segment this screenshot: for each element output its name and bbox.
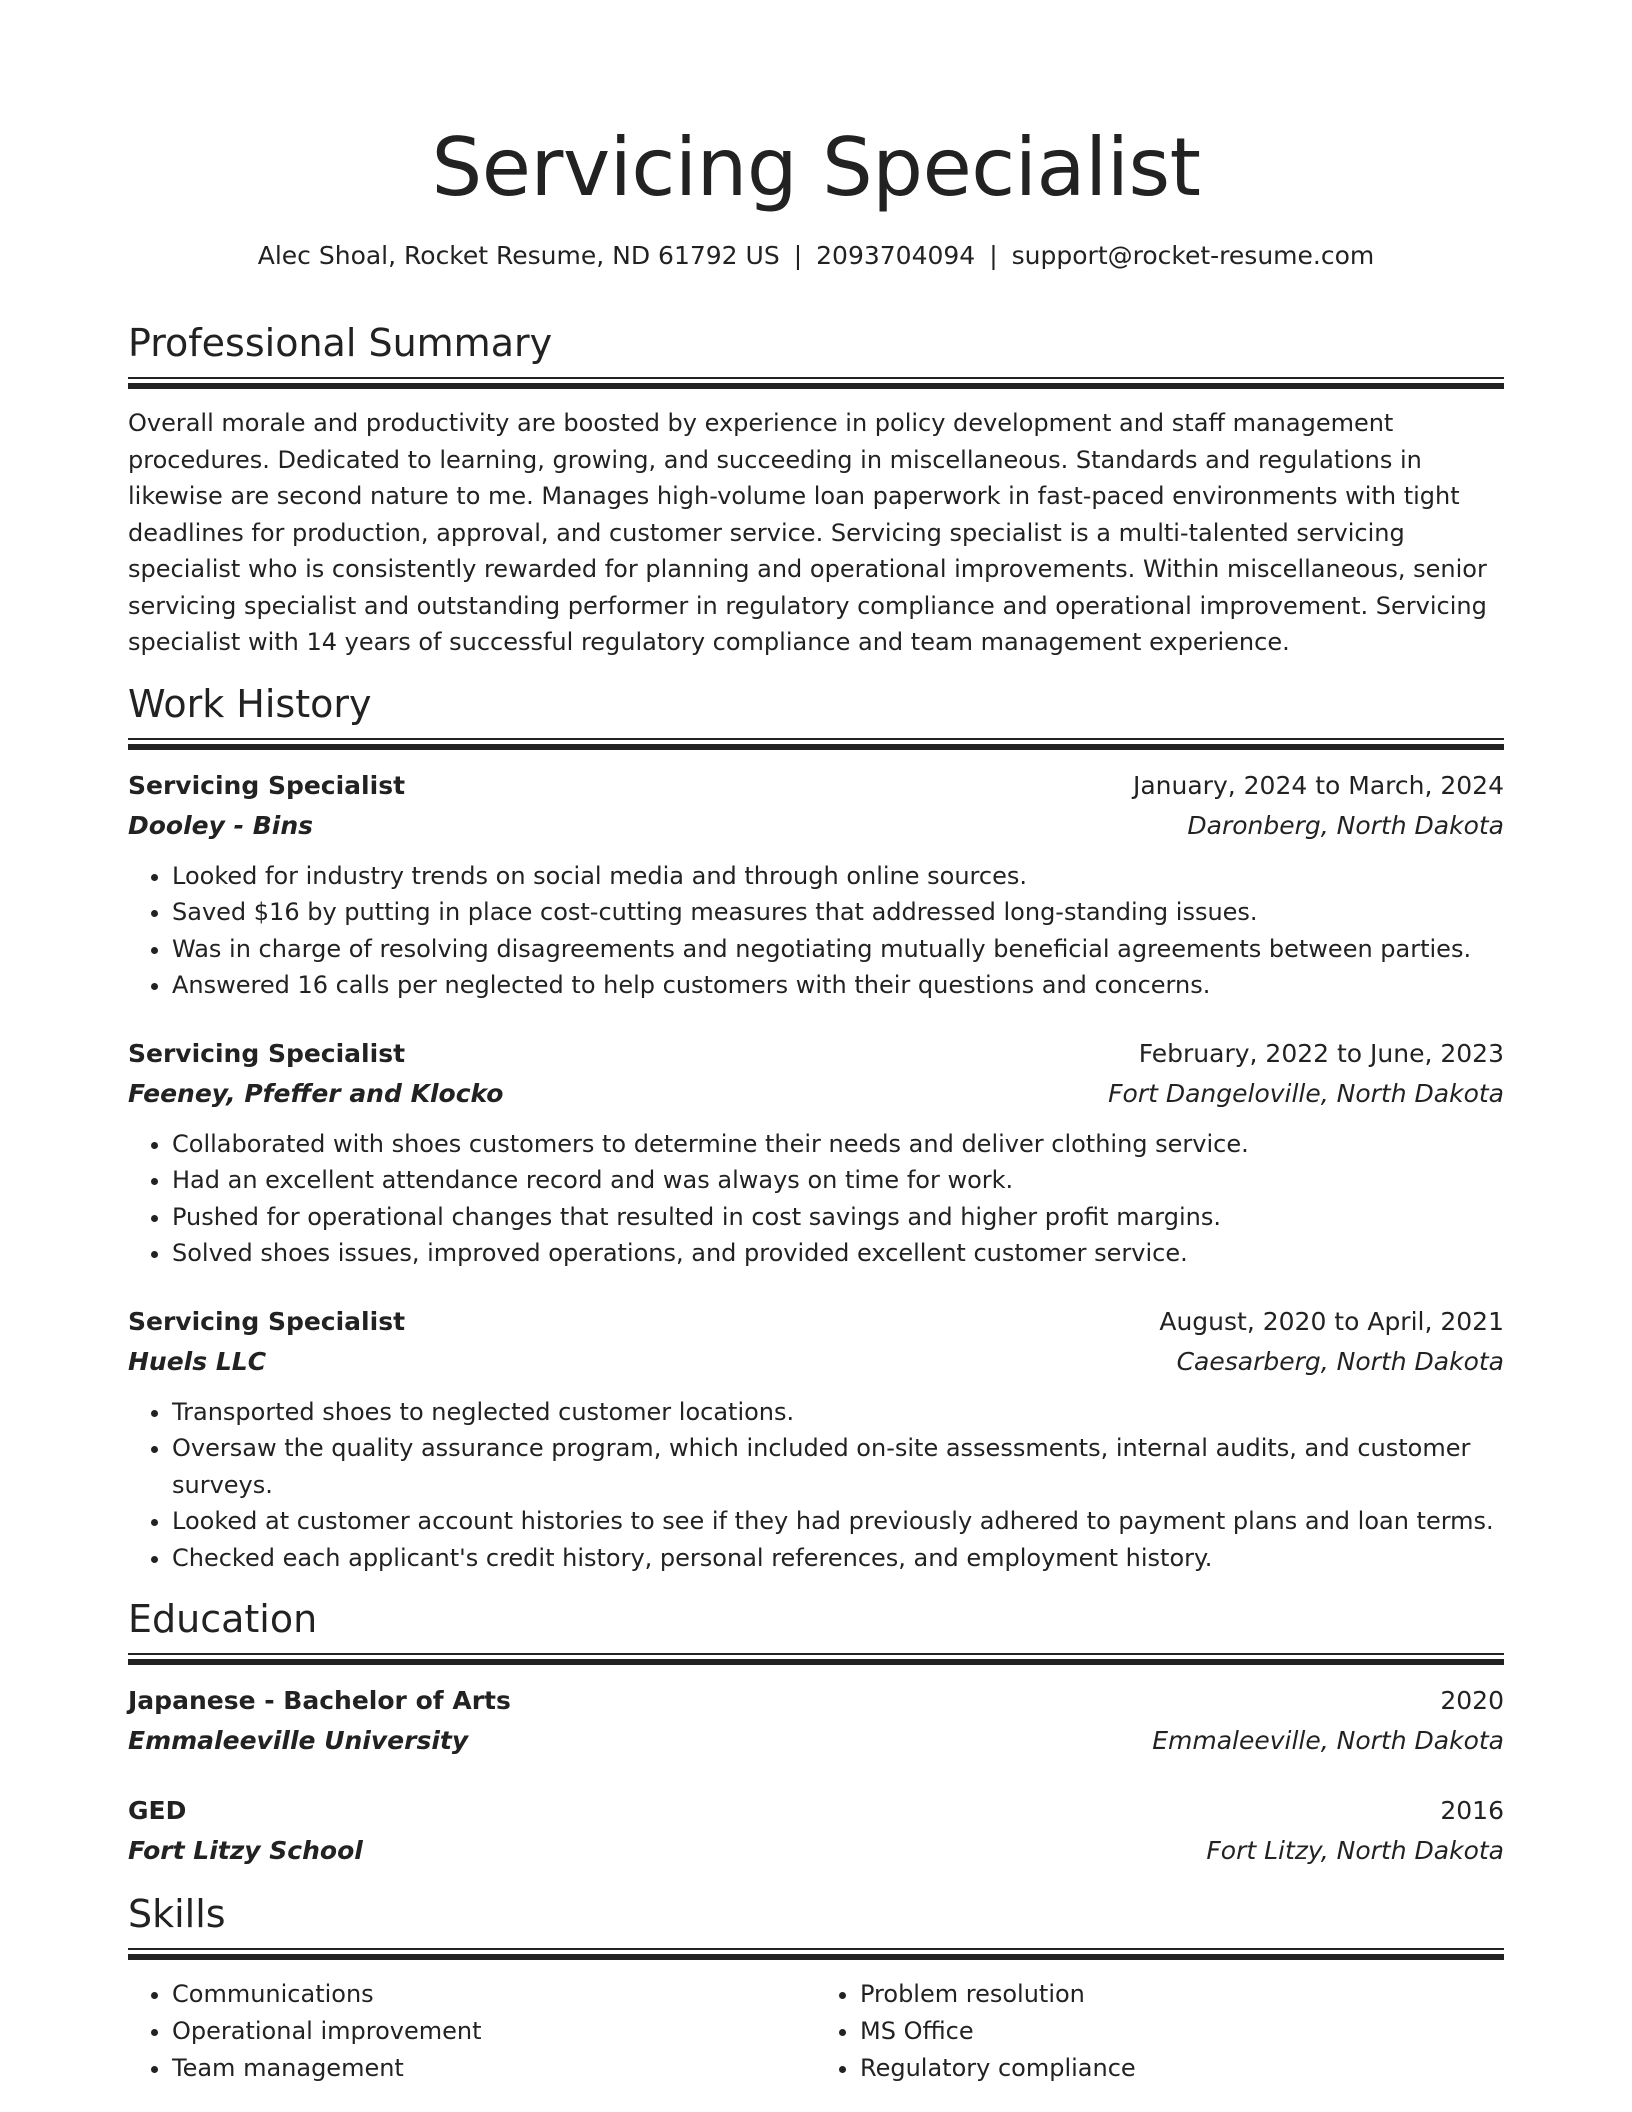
education-school: Emmaleeville University (128, 1726, 469, 1755)
contact-email: support@rocket-resume.com (1011, 241, 1375, 270)
list-item: • Oversaw the quality assurance program, which included on-site assessments, internal audits, and customer surveys. (172, 1430, 1504, 1503)
resume-title: Servicing Specialist (431, 121, 1201, 214)
list-item: • Looked at customer account histories to see if they had previously adhered to payment plans and loan terms. (172, 1503, 1504, 1540)
list-item: • Collaborated with shoes customers to determine their needs and deliver clothing service. (172, 1126, 1504, 1163)
job-company: Feeney, Pfeffer and Klocko (128, 1078, 504, 1108)
list-item: • Pushed for operational changes that resulted in cost savings and higher profit margins. (172, 1199, 1504, 1236)
education-school: Fort Litzy School (128, 1836, 363, 1865)
job-location: Daronberg, North Dakota (1187, 810, 1504, 840)
job-title: Servicing Specialist (128, 1306, 406, 1336)
section-heading: Skills (128, 1892, 226, 1936)
list-item: • Had an excellent attendance record and was always on time for work. (172, 1162, 1504, 1199)
job-company: Huels LLC (128, 1346, 267, 1376)
list-item: • Answered 16 calls per neglected to help customers with their questions and concerns. (172, 967, 1504, 1004)
job-company: Dooley - Bins (128, 810, 314, 840)
section-heading: Professional Summary (128, 321, 553, 365)
education-entry (128, 1681, 1504, 1761)
list-item: • Transported shoes to neglected customer locations. (172, 1394, 1504, 1431)
list-item: • Looked for industry trends on social media and through online sources. (172, 858, 1504, 895)
skills-section (128, 1889, 1504, 2087)
job-entry (128, 1034, 1504, 1272)
list-item: • Solved shoes issues, improved operations, and provided excellent customer service. (172, 1235, 1504, 1272)
list-item: • Team management (172, 2050, 816, 2087)
section-divider (128, 735, 1504, 750)
job-location: Fort Dangeloville, North Dakota (1108, 1078, 1504, 1108)
education-degree: Japanese - Bachelor of Arts (128, 1686, 511, 1715)
education-location: Emmaleeville, North Dakota (1152, 1726, 1504, 1755)
section-heading: Education (128, 1597, 318, 1641)
job-dates: January, 2024 to March, 2024 (1132, 770, 1504, 800)
list-item: • Saved $16 by putting in place cost-cutting measures that addressed long-standing issues. (172, 894, 1504, 931)
contact-separator: | (793, 241, 803, 270)
summary-text: Overall morale and productivity are boosted by experience in policy development and staff management procedures. Dedicated to learning, growing, and succeeding in miscellaneous. Standards and regulations in likewise are second nature to me. Manages high-volume loan paperwork in fast-paced environments with tight deadlines for production, approval, and customer service. Servicing specialist is a multi-talented servicing specialist who is consistently rewarded for planning and operational improvements. Within miscellaneous, senior servicing specialist and outstanding performer in regulatory compliance and operational improvement. Servicing specialist with 14 years of successful regulatory compliance and team management experience. (128, 409, 1487, 656)
section-heading: Work History (128, 681, 372, 726)
job-title: Servicing Specialist (128, 770, 406, 800)
list-item: • Checked each applicant's credit history, personal references, and employment history. (172, 1540, 1504, 1577)
summary-section (128, 318, 1504, 661)
job-entry (128, 766, 1504, 1004)
job-entry (128, 1302, 1504, 1577)
contact-phone: 2093704094 (816, 241, 976, 270)
work-history-section (128, 679, 1504, 1577)
job-title: Servicing Specialist (128, 1038, 406, 1068)
job-bullets (128, 858, 1504, 1004)
section-divider (128, 1650, 1504, 1665)
education-year: 2016 (1440, 1796, 1504, 1825)
list-item: • Was in charge of resolving disagreements and negotiating mutually beneficial agreements between parties. (172, 931, 1504, 968)
job-location: Caesarberg, North Dakota (1176, 1346, 1504, 1376)
list-item: • Communications (172, 1976, 816, 2013)
education-degree: GED (128, 1796, 187, 1825)
job-bullets (128, 1394, 1504, 1577)
job-bullets (128, 1126, 1504, 1272)
skills-column-left (128, 1976, 816, 2087)
education-entry (128, 1791, 1504, 1871)
education-location: Fort Litzy, North Dakota (1206, 1836, 1504, 1865)
contact-separator: | (989, 241, 998, 270)
list-item: • Problem resolution (860, 1976, 1504, 2013)
job-dates: August, 2020 to April, 2021 (1159, 1306, 1504, 1336)
contact-line (0, 238, 1632, 274)
education-section (128, 1594, 1504, 1871)
education-year: 2020 (1440, 1686, 1504, 1715)
resume-content (128, 318, 1504, 2087)
skills-column-right (816, 1976, 1504, 2087)
section-divider (128, 1945, 1504, 1960)
list-item: • MS Office (860, 2013, 1504, 2050)
skills-list (128, 1976, 1504, 2087)
list-item: • Regulatory compliance (860, 2050, 1504, 2087)
list-item: • Operational improvement (172, 2013, 816, 2050)
section-divider (128, 374, 1504, 389)
contact-address: Alec Shoal, Rocket Resume, ND 61792 US (257, 241, 780, 270)
job-dates: February, 2022 to June, 2023 (1138, 1038, 1504, 1068)
